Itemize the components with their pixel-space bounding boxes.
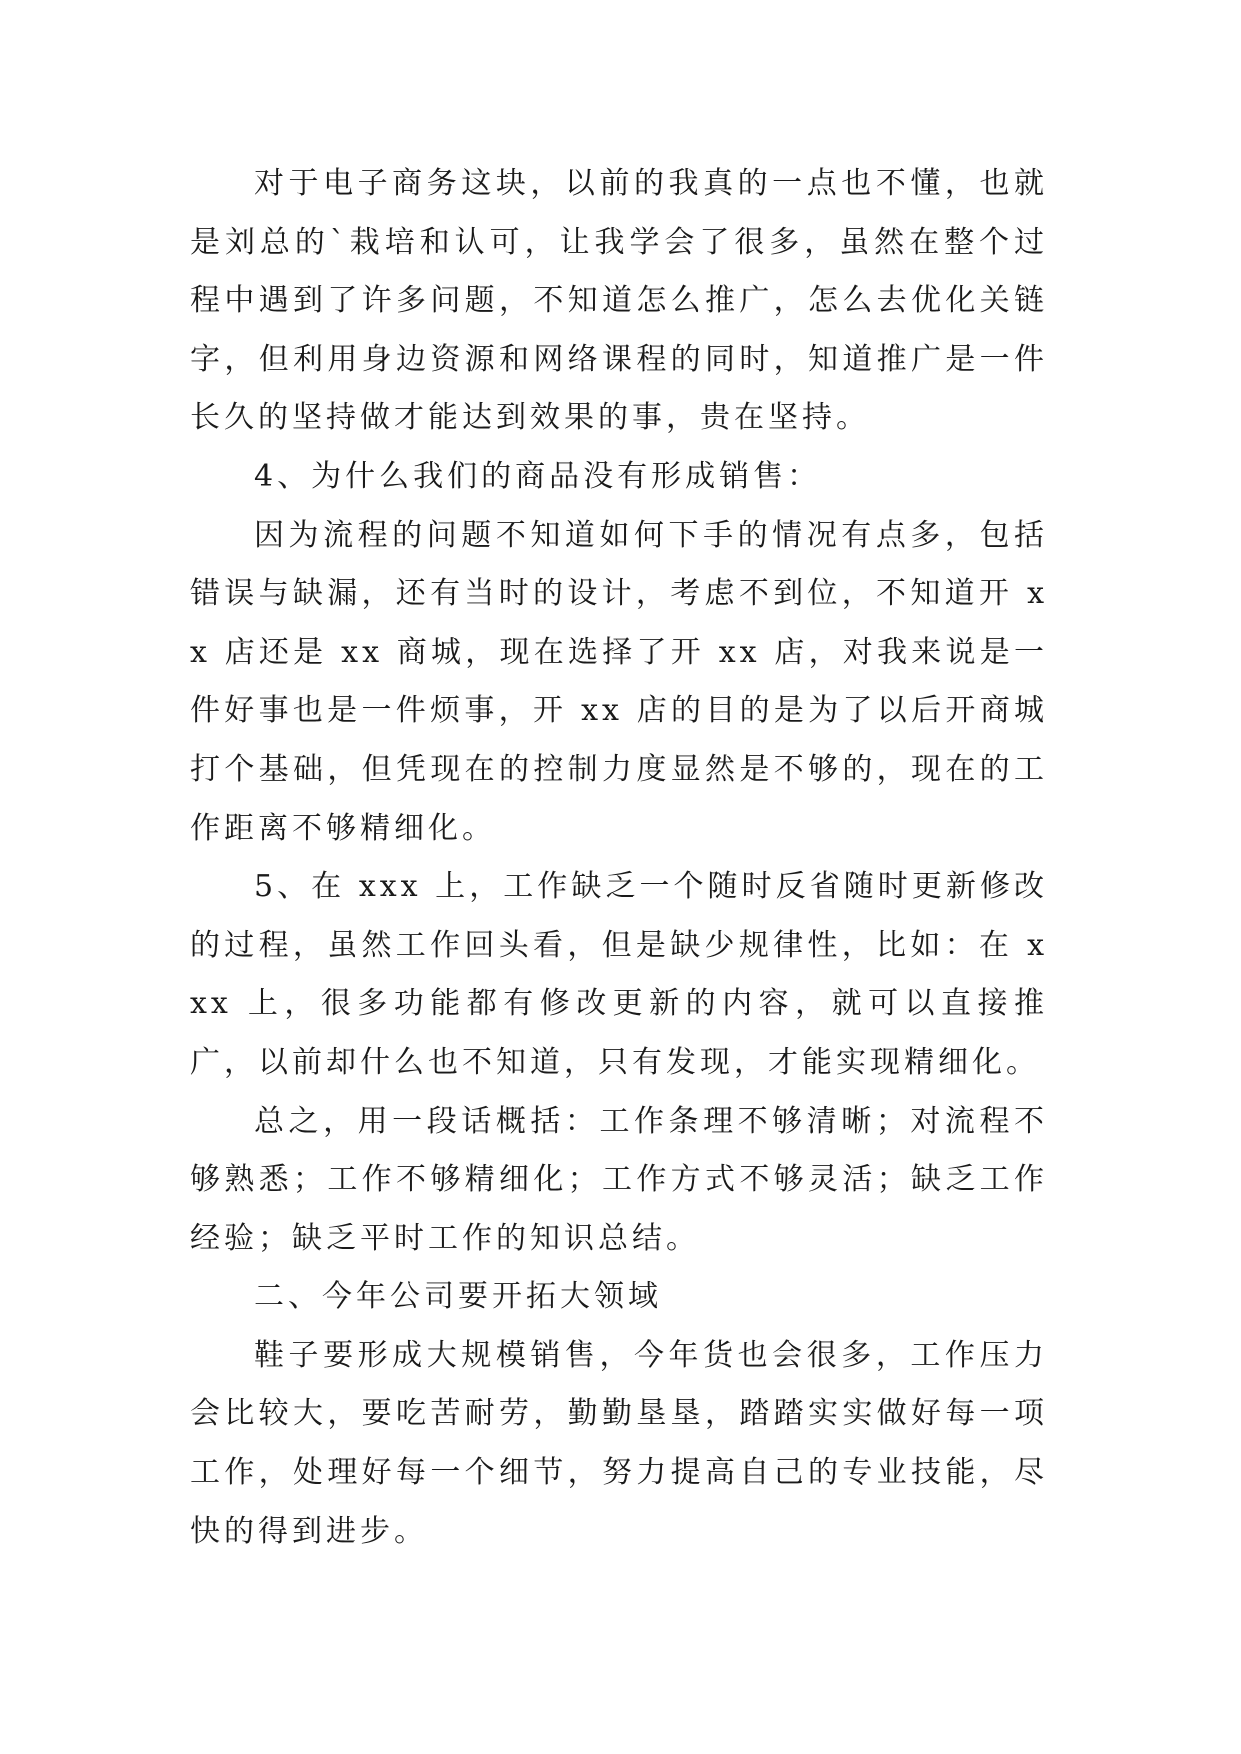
paragraph-summary: 总之，用一段话概括：工作条理不够清晰；对流程不够熟悉；工作不够精细化；工作方式不够灵活；缺乏工作经验；缺乏平时工作的知识总结。: [190, 1103, 1048, 1256]
heading-section-2: 二、今年公司要开拓大领域: [254, 1279, 662, 1315]
heading-item-4: 4、为什么我们的商品没有形成销售：: [254, 458, 822, 494]
paragraph-sales-reasons: 因为流程的问题不知道如何下手的情况有点多，包括错误与缺漏，还有当时的设计，考虑不到位，不知道开 xx 店还是 xx 商城，现在选择了开 xx 店，对我来说是一件好事也是一件烦事，开 xx 店的目的是为了以后开商城打个基础，但凭现在的控制力度显然是不够的，现在的工作距离不够精细化。: [190, 517, 1048, 846]
paragraph-shoes-sales: 鞋子要形成大规模销售，今年货也会很多，工作压力会比较大，要吃苦耐劳，勤勤垦垦，踏踏实实做好每一项工作，处理好每一个细节，努力提高自己的专业技能，尽快的得到进步。: [190, 1337, 1048, 1549]
paragraph-ecommerce-experience: 对于电子商务这块，以前的我真的一点也不懂，也就是刘总的`栽培和认可，让我学会了很多，虽然在整个过程中遇到了许多问题，不知道怎么推广，怎么去优化关链字，但利用身边资源和网络课程的同时，知道推广是一件长久的坚持做才能达到效果的事，贵在坚持。: [190, 166, 1048, 436]
document-body: [190, 155, 1048, 1561]
paragraph-item-5: 5、在 xxx 上，工作缺乏一个随时反省随时更新修改的过程，虽然工作回头看，但是缺少规律性，比如：在 xxx 上，很多功能都有修改更新的内容，就可以直接推广，以前却什么也不知道，只有发现，才能实现精细化。: [190, 869, 1048, 1080]
